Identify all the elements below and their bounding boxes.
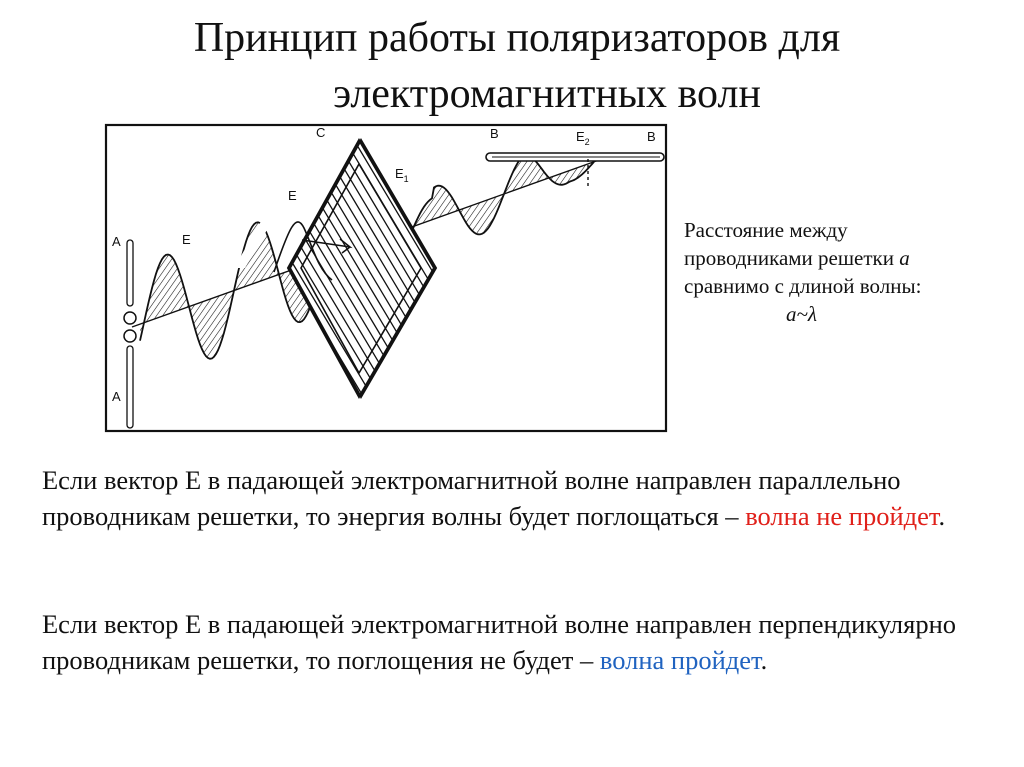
paragraph-perpendicular [42, 606, 1002, 678]
grid-wire [468, 120, 658, 438]
label-b-right: B [647, 129, 656, 144]
paragraph-parallel [42, 462, 1002, 534]
side-note-line-2 [684, 244, 1004, 272]
grid-wire [522, 120, 674, 438]
label-e-left: E [182, 232, 191, 247]
side-note-line-1: Расстояние между [684, 218, 848, 242]
label-c: C [316, 125, 326, 140]
label-e-grid: E [288, 188, 297, 203]
paragraph-parallel-highlight: волна не пройдет [745, 501, 939, 531]
paragraph-parallel-end: . [938, 501, 946, 531]
polarizer-diagram [104, 120, 674, 438]
side-note-line-2-text: проводниками решетки [684, 246, 900, 270]
label-b-left: B [490, 126, 499, 141]
paragraph-perpendicular-end: . [760, 645, 768, 675]
label-a-top: A [112, 234, 121, 249]
label-e1 [395, 166, 409, 184]
side-note-line-3: сравнимо с длиной волны: [684, 274, 922, 298]
grid-wire [477, 120, 667, 438]
title-line-1: Принцип работы поляризаторов для [193, 15, 841, 61]
slide-title [0, 10, 1024, 122]
paragraph-perpendicular-text: Если вектор Е в падающей электромагнитной волне направлен перпендикулярно проводникам решетки, то поглощения не будет – [42, 609, 957, 675]
title-line-2: электромагнитных волн [333, 71, 761, 117]
grid-wire [405, 120, 595, 438]
grid-wire [531, 120, 674, 438]
side-note [684, 216, 1004, 328]
grid-wire [450, 120, 640, 438]
label-e2-letter: E [576, 129, 585, 144]
label-e2-sub: 2 [584, 137, 590, 147]
dipole-antenna [124, 240, 136, 428]
label-a-bottom: A [112, 389, 121, 404]
paragraph-parallel-text: Если вектор Е в падающей электромагнитной волне направлен параллельно проводникам решетки, то энергия волны будет поглощаться – [42, 465, 901, 531]
side-note-formula: a~λ [786, 302, 817, 326]
polarizer-diagram-svg [104, 120, 674, 438]
side-note-variable-a: а [899, 246, 910, 270]
paragraph-perpendicular-highlight: волна пройдет [599, 645, 761, 675]
grid-wire [459, 120, 649, 438]
grid-wire [117, 120, 307, 438]
grid-wire [549, 120, 674, 438]
label-e1-letter: E [395, 166, 404, 181]
grid-wire [108, 120, 298, 438]
grid-wire [540, 120, 674, 438]
label-e2 [576, 129, 590, 147]
label-e1-sub: 1 [403, 174, 409, 184]
